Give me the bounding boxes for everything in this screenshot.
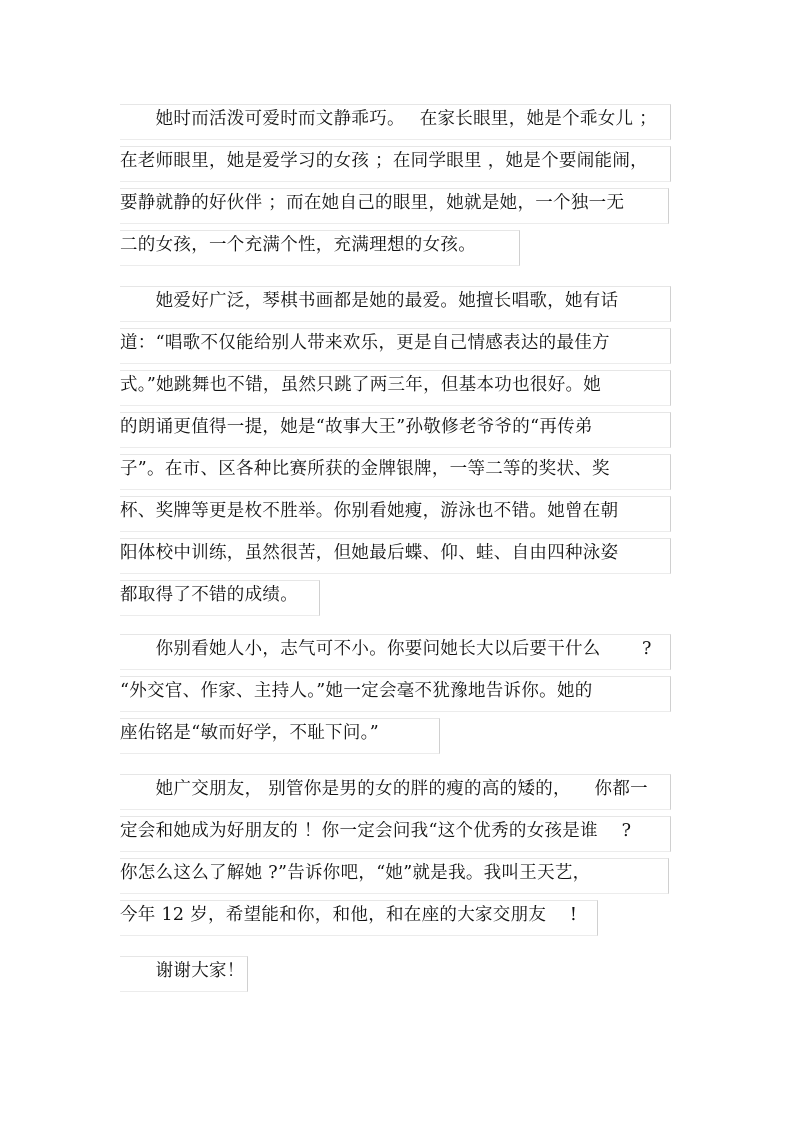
text-line: 都取得了不错的成绩。: [120, 585, 298, 605]
text-line: 在老师眼里，她是爱学习的女孩 ；在同学眼里 ，她是个要闹能闹，: [120, 151, 648, 171]
text-line: 今年 12 岁，希望能和你，和他，和在座的大家交朋友 !: [120, 905, 578, 925]
text-line: 杯、奖牌等更是枚不胜举。你别看她瘦，游泳也不错。她曾在朝: [120, 501, 619, 521]
text-line: 座佑铭是“敏而好学，不耻下问。”: [120, 723, 379, 743]
text-line: 她爱好广泛，琴棋书画都是她的最爱。她擅长唱歌，她有话: [120, 291, 619, 311]
text-line: 子”。在市、区各种比赛所获的金牌银牌，一等二等的奖状、奖: [120, 459, 610, 479]
text-line: 谢谢大家！: [120, 961, 245, 981]
text-line: 定会和她成为好朋友的 ！你一定会问我“这个优秀的女孩是谁 ?: [120, 821, 632, 841]
text-line: 的朗诵更值得一提，她是“故事大王”孙敬修老爷爷的“再传弟: [120, 417, 593, 437]
text-line: “外交官、作家、主持人。”她一定会毫不犹豫地告诉你。她的: [120, 681, 593, 701]
text-line: 式。”她跳舞也不错，虽然只跳了两三年，但基本功也很好。她: [120, 375, 602, 395]
text-line: 她时而活泼可爱时而文静乖巧。 在家长眼里，她是个乖女儿 ；: [120, 109, 657, 129]
text-line: 你别看她人小，志气可不小。你要问她长大以后要干什么 ?: [120, 639, 652, 659]
text-line: 道：“唱歌不仅能给别人带来欢乐，更是自己情感表达的最佳方: [120, 333, 610, 353]
text-line: 她广交朋友， 别管你是男的女的胖的瘦的高的矮的， 你都一: [120, 779, 648, 799]
text-line: 你怎么这么了解她 ?”告诉你吧，“她”就是我。我叫王天艺，: [120, 863, 591, 883]
text-line: 二的女孩，一个充满个性，充满理想的女孩。: [120, 235, 476, 255]
text-line: 阳体校中训练，虽然很苦，但她最后蝶、仰、蛙、自由四种泳姿: [120, 543, 619, 563]
text-line: 要静就静的好伙伴 ；而在她自己的眼里，她就是她，一个独一无: [120, 193, 625, 213]
